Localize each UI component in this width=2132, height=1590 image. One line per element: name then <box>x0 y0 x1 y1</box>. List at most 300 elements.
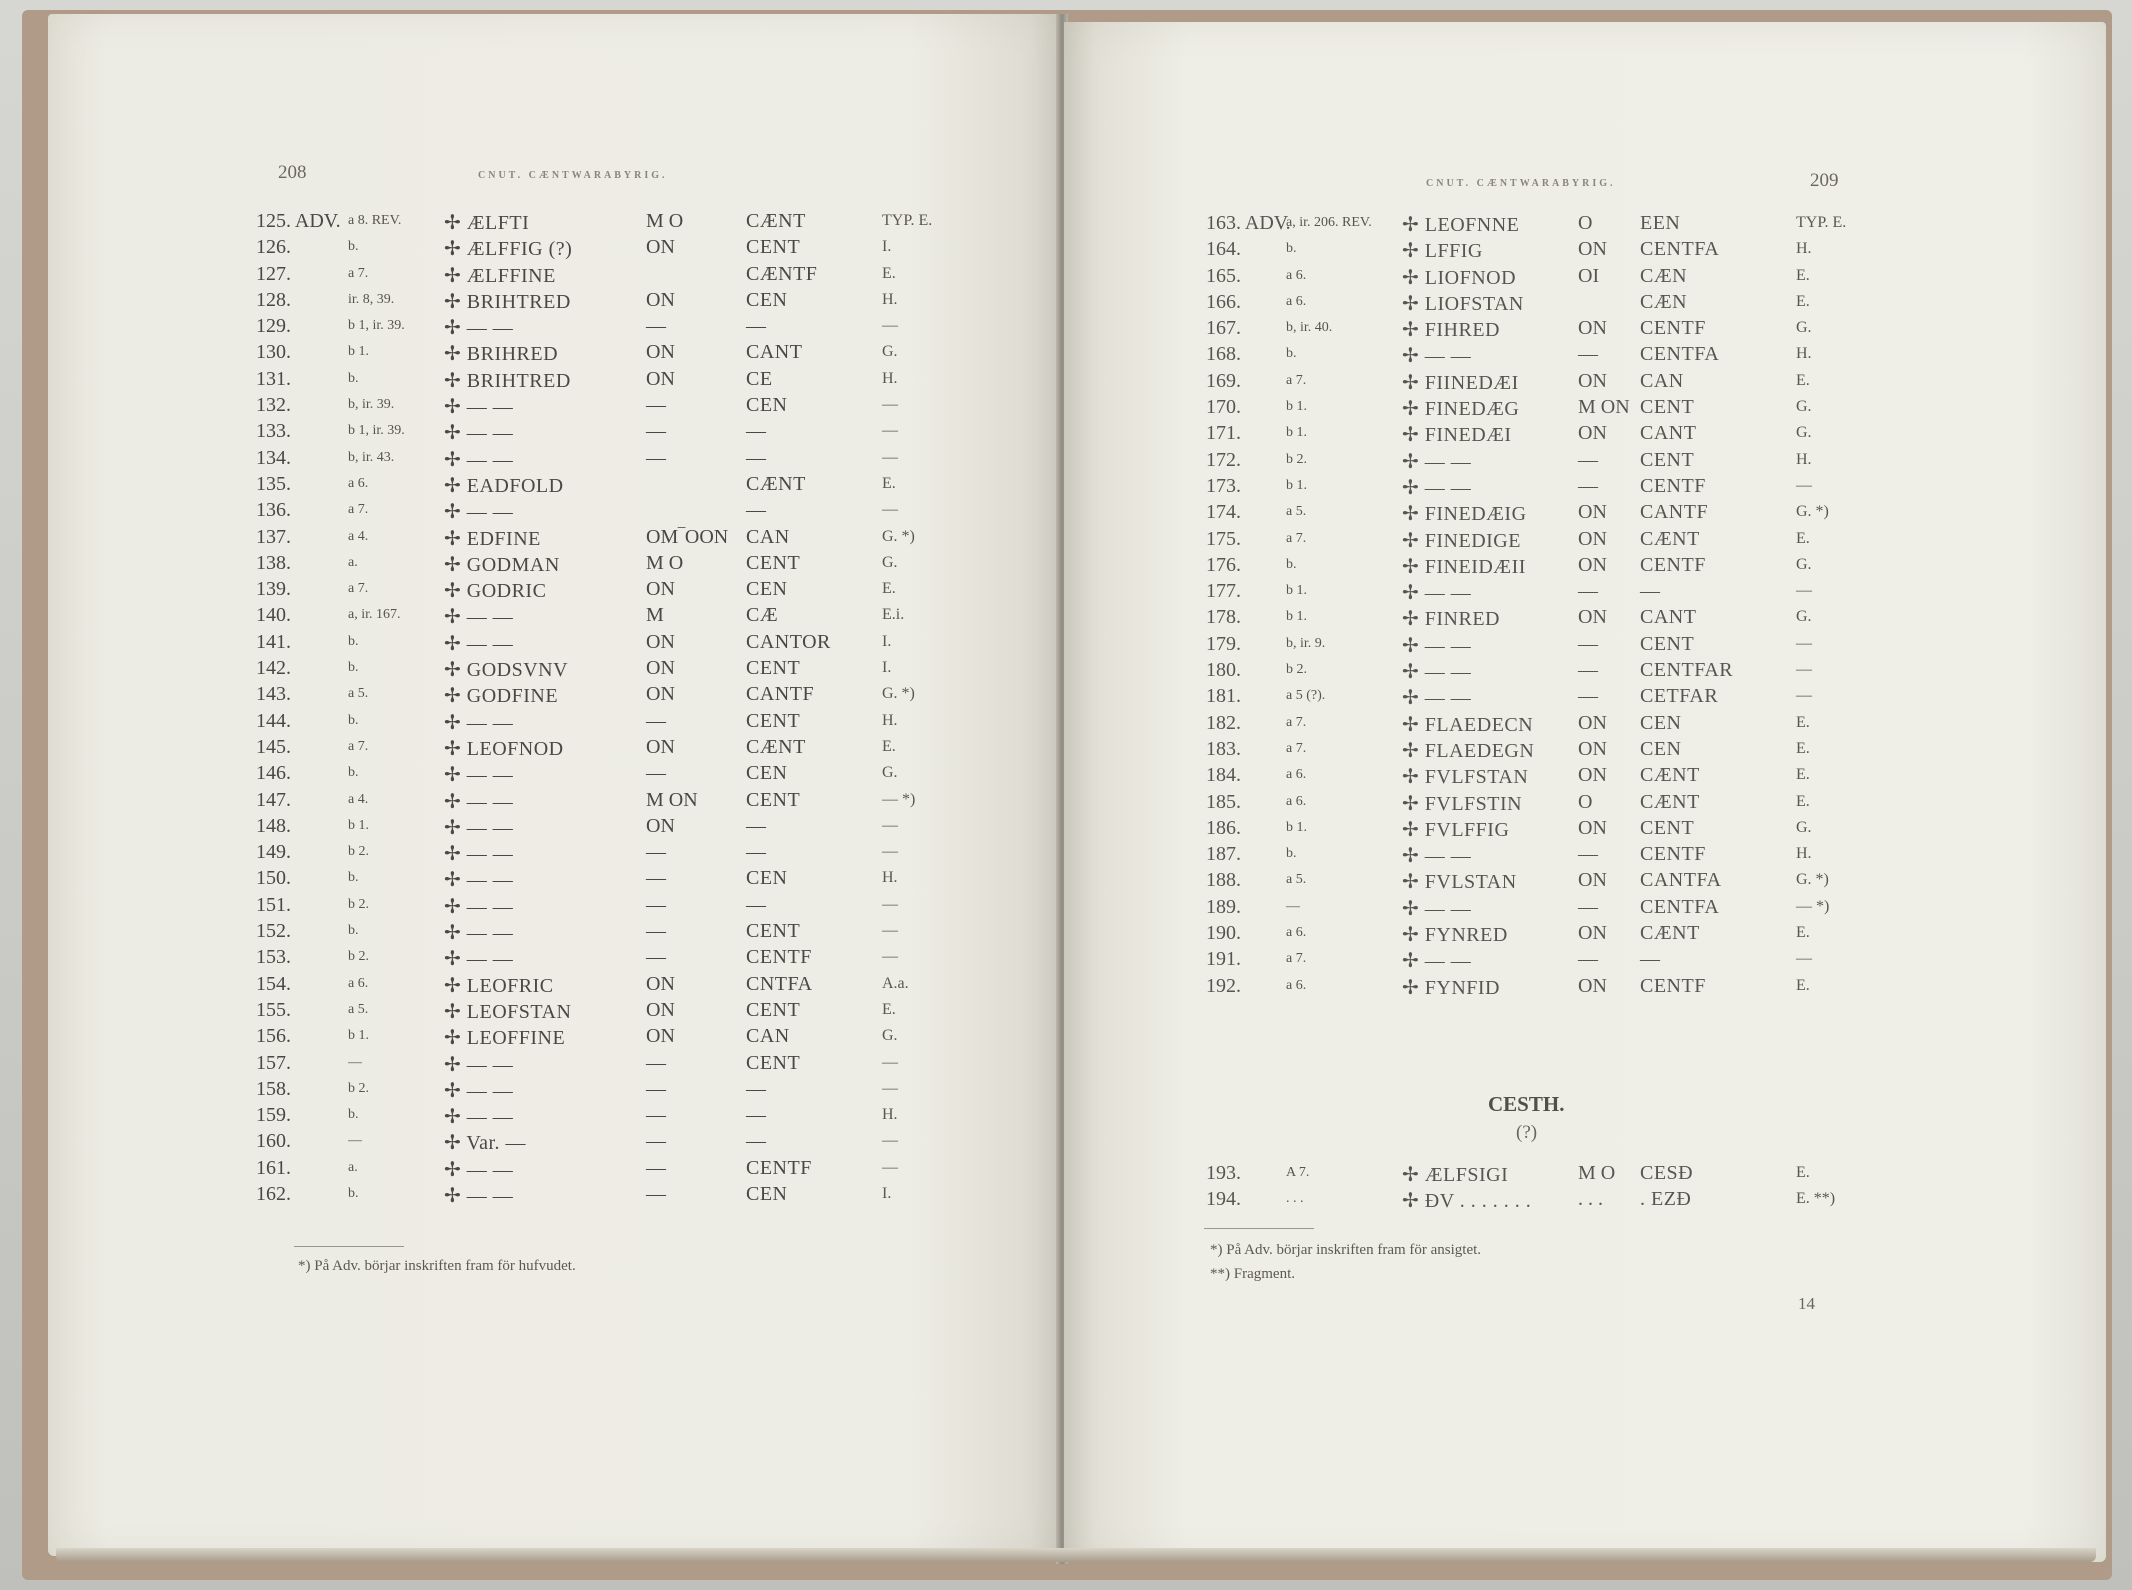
obverse-type: a 8. REV. <box>348 213 402 228</box>
type-class: I. <box>882 632 892 650</box>
reverse-legend: CENT <box>746 788 801 811</box>
entry-number: 148. <box>256 814 291 837</box>
table-row <box>1206 343 2006 369</box>
obverse-type: b 2. <box>348 1080 369 1096</box>
obverse-legend: ✢ — — <box>444 396 514 419</box>
table-row <box>256 552 1016 578</box>
obverse-type: b 1. <box>348 817 369 833</box>
entry-number: 130. <box>256 341 291 364</box>
table-row <box>1206 659 2006 685</box>
entry-number: 181. <box>1206 685 1241 708</box>
obverse-legend: ✢ LEOFNOD <box>444 737 564 760</box>
obverse-legend: ✢ — — <box>1402 845 1472 868</box>
reverse-legend: — <box>746 315 767 338</box>
obverse-legend: ✢ FYNFID <box>1402 976 1500 999</box>
reverse-legend: CNTFA <box>746 972 813 995</box>
obverse-legend: ✢ LEOFFINE <box>444 1027 566 1050</box>
entry-number: 145. <box>256 735 291 758</box>
type-class: G. <box>1796 555 1812 573</box>
moneyer-link: M O <box>646 551 684 574</box>
moneyer-link: ON <box>1578 869 1607 892</box>
entry-number: 141. <box>256 630 291 653</box>
moneyer-link: — <box>646 946 666 969</box>
reverse-legend: CÆNTF <box>746 262 818 285</box>
obverse-legend: ✢ FINRED <box>1402 608 1500 631</box>
type-class: — <box>1796 950 1812 968</box>
entry-number: 166. <box>1206 290 1241 313</box>
obverse-type: ir. 8, 39. <box>348 291 395 307</box>
entry-number: 165. <box>1206 264 1241 287</box>
table-row <box>1206 948 2006 974</box>
entry-number: 153. <box>256 946 291 969</box>
obverse-legend: ✢ LFFIG <box>1402 240 1483 263</box>
moneyer-link: ON <box>646 367 675 390</box>
type-class: G. *) <box>1796 503 1829 521</box>
table-row <box>256 604 1016 630</box>
table-row <box>1206 1188 2006 1214</box>
type-class: I. <box>882 1184 892 1202</box>
obverse-type: a 6. <box>1286 293 1307 309</box>
table-row <box>256 578 1016 604</box>
table-row <box>1206 896 2006 922</box>
obverse-type: b. <box>1286 241 1297 257</box>
reverse-legend: CENTF <box>1640 553 1706 576</box>
type-class: — <box>882 1132 898 1150</box>
entry-number: 169. <box>1206 369 1241 392</box>
moneyer-link: M ON <box>1578 396 1630 419</box>
entry-number: 146. <box>256 762 291 785</box>
entry-number: 179. <box>1206 632 1241 655</box>
obverse-legend: ✢ — — <box>1402 687 1472 710</box>
entry-number: 170. <box>1206 396 1241 419</box>
type-class: — *) <box>882 790 916 808</box>
type-class: — <box>882 317 898 335</box>
entry-number: 125. ADV. <box>256 210 341 232</box>
obverse-type: a 5. <box>348 1001 369 1017</box>
obverse-type: a 6. <box>1286 267 1307 283</box>
moneyer-link: ON <box>1578 238 1607 261</box>
reverse-legend: CÆ <box>746 604 779 627</box>
entry-number: 183. <box>1206 737 1241 760</box>
entry-number: 128. <box>256 288 291 311</box>
obverse-type: b 2. <box>1286 662 1307 678</box>
entry-number: 176. <box>1206 553 1241 576</box>
entry-number: 173. <box>1206 474 1241 497</box>
type-class: G. <box>1796 424 1812 442</box>
type-class: G. <box>882 764 898 782</box>
moneyer-link: ON <box>1578 422 1607 445</box>
table-row <box>256 473 1016 499</box>
entry-number: 151. <box>256 893 291 916</box>
moneyer-link: ON <box>1578 501 1607 524</box>
obverse-legend: ✢ ÆLFFINE <box>444 264 556 287</box>
table-row <box>256 736 1016 762</box>
table-row <box>1206 975 2006 1001</box>
entry-number: 155. <box>256 998 291 1021</box>
reverse-legend: — <box>746 1104 767 1127</box>
entry-number: 162. <box>256 1182 291 1205</box>
moneyer-link: . . . <box>1578 1188 1603 1211</box>
reverse-legend: CESÐ <box>1640 1162 1694 1184</box>
obverse-legend: ✢ GODFINE <box>444 685 559 708</box>
moneyer-link: ON <box>646 236 675 259</box>
type-class: H. <box>882 1106 898 1124</box>
moneyer-link: OI <box>1578 264 1600 287</box>
reverse-legend: CEN <box>746 867 788 890</box>
moneyer-link: ON <box>646 998 675 1021</box>
type-class: E. <box>882 1000 896 1018</box>
obverse-legend: ✢ — — <box>444 869 514 892</box>
reverse-legend: CÆNT <box>1640 922 1700 945</box>
type-class: — <box>882 1158 898 1176</box>
moneyer-link: — <box>646 1182 666 1205</box>
table-row <box>256 1157 1016 1183</box>
type-class: E. <box>882 737 896 755</box>
moneyer-link: ON <box>1578 764 1607 787</box>
right-footnote-1: *) På Adv. börjar inskriften fram för ansigtet. <box>1210 1242 1482 1258</box>
right-page-number: 209 <box>1810 170 1839 191</box>
type-class: A.a. <box>882 974 909 992</box>
table-row <box>1206 791 2006 817</box>
entry-number: 193. <box>1206 1162 1241 1184</box>
reverse-legend: CENT <box>1640 632 1695 655</box>
obverse-legend: ✢ ÆLFTI <box>444 212 530 234</box>
obverse-legend: ✢ FLAEDECN <box>1402 713 1534 736</box>
moneyer-link: ON <box>646 288 675 311</box>
reverse-legend: CEN <box>746 1182 788 1205</box>
reverse-legend: — <box>746 814 767 837</box>
section-subtitle: (?) <box>1516 1122 1538 1143</box>
table-row <box>256 973 1016 999</box>
type-class: H. <box>882 369 898 387</box>
moneyer-link: — <box>1578 843 1598 866</box>
moneyer-link: ON <box>1578 317 1607 340</box>
type-class: — <box>882 843 898 861</box>
obverse-legend: ✢ — — <box>444 764 514 787</box>
obverse-type: b, ir. 39. <box>348 397 395 413</box>
type-class: — <box>1796 582 1812 600</box>
reverse-legend: — <box>746 1130 767 1153</box>
reverse-legend: CEN <box>1640 737 1682 760</box>
moneyer-link: M O <box>1578 1162 1616 1184</box>
moneyer-link: — <box>646 709 666 732</box>
table-row <box>256 710 1016 736</box>
obverse-legend: ✢ — — <box>1402 450 1472 473</box>
moneyer-link: OM‾OON <box>646 525 729 548</box>
reverse-legend: CÆNT <box>1640 790 1700 813</box>
moneyer-link: ON <box>1578 606 1607 629</box>
reverse-legend: CETFAR <box>1640 685 1719 708</box>
obverse-legend: ✢ — — <box>444 895 514 918</box>
page-edges-bottom <box>56 1548 2096 1562</box>
entry-number: 152. <box>256 920 291 943</box>
table-row <box>1206 317 2006 343</box>
obverse-type: a 7. <box>1286 372 1307 388</box>
moneyer-link: ON <box>646 972 675 995</box>
moneyer-link: ON <box>1578 711 1607 734</box>
obverse-type: a 5 (?). <box>1286 688 1326 704</box>
reverse-legend: CANT <box>1640 422 1697 445</box>
obverse-legend: ✢ FINEDIGE <box>1402 529 1521 552</box>
type-class: G. *) <box>882 685 915 703</box>
obverse-type: a 6. <box>348 975 369 991</box>
obverse-legend: ✢ LEOFSTAN <box>444 1000 572 1023</box>
entry-number: 180. <box>1206 659 1241 682</box>
obverse-legend: ✢ LEOFRIC <box>444 974 554 997</box>
moneyer-link: — <box>646 1104 666 1127</box>
right-footnote-rule <box>1204 1228 1314 1229</box>
entry-number: 164. <box>1206 238 1241 261</box>
obverse-legend: ✢ BRIHRED <box>444 343 559 366</box>
table-row <box>1206 1162 2006 1188</box>
type-class: E. <box>1796 792 1810 810</box>
type-class: E. <box>1796 924 1810 942</box>
obverse-type: a 4. <box>348 528 369 544</box>
section-title: CESTH. <box>1488 1092 1565 1116</box>
moneyer-link: ON <box>646 814 675 837</box>
table-row <box>256 420 1016 446</box>
type-class: H. <box>882 711 898 729</box>
table-row <box>256 499 1016 525</box>
type-class: — <box>882 501 898 519</box>
table-row <box>1206 238 2006 264</box>
entry-number: 163. ADV. <box>1206 212 1291 234</box>
moneyer-link: — <box>646 867 666 890</box>
reverse-legend: CÆN <box>1640 290 1688 313</box>
table-row <box>256 394 1016 420</box>
obverse-legend: ✢ — — <box>1402 634 1472 657</box>
obverse-legend: ✢ BRIHTRED <box>444 369 571 392</box>
obverse-type: b 1. <box>1286 583 1307 599</box>
entry-number: 143. <box>256 683 291 706</box>
obverse-type: a 6. <box>1286 977 1307 993</box>
reverse-legend: CANTOR <box>746 630 831 653</box>
signature-mark: 14 <box>1798 1294 1815 1313</box>
reverse-legend: CENTFA <box>1640 238 1720 261</box>
obverse-type: b. <box>348 712 359 728</box>
obverse-legend: ✢ FIHRED <box>1402 319 1500 342</box>
obverse-type: a 4. <box>348 791 369 807</box>
entry-number: 171. <box>1206 422 1241 445</box>
type-class: H. <box>1796 450 1812 468</box>
entry-number: 178. <box>1206 606 1241 629</box>
reverse-legend: CANTF <box>746 683 815 706</box>
reverse-legend: CEN <box>746 578 788 601</box>
obverse-legend: ✢ FVLSTAN <box>1402 871 1517 894</box>
obverse-type: b 1. <box>348 344 369 360</box>
reverse-legend: CENTF <box>1640 474 1706 497</box>
right-page <box>1064 22 2106 1562</box>
moneyer-link: M ON <box>646 788 698 811</box>
table-row <box>256 1078 1016 1104</box>
moneyer-link: — <box>646 394 666 417</box>
table-row <box>256 236 1016 262</box>
entry-number: 138. <box>256 551 291 574</box>
obverse-type: a 7. <box>1286 530 1307 546</box>
moneyer-link: ON <box>646 1025 675 1048</box>
reverse-legend: CEN <box>746 762 788 785</box>
reverse-legend: CENTF <box>746 1156 812 1179</box>
table-row <box>1206 685 2006 711</box>
table-row <box>256 1130 1016 1156</box>
obverse-type: a 6. <box>1286 793 1307 809</box>
reverse-legend: CÆNT <box>1640 764 1700 787</box>
type-class: — <box>882 948 898 966</box>
moneyer-link: ON <box>1578 553 1607 576</box>
entry-number: 131. <box>256 367 291 390</box>
table-row <box>1206 633 2006 659</box>
type-class: — <box>882 448 898 466</box>
obverse-type: a 7. <box>348 581 369 597</box>
table-row <box>1206 212 2006 238</box>
type-class: — <box>882 422 898 440</box>
obverse-legend: ✢ — — <box>444 448 514 471</box>
left-footnote: *) På Adv. börjar inskriften fram för hufvudet. <box>298 1258 576 1274</box>
entry-number: 187. <box>1206 843 1241 866</box>
table-row <box>1206 606 2006 632</box>
moneyer-link: — <box>646 1130 666 1153</box>
type-class: G. <box>882 553 898 571</box>
table-row <box>256 841 1016 867</box>
reverse-legend: CEN <box>1640 711 1682 734</box>
obverse-legend: ✢ FINEDÆI <box>1402 424 1512 447</box>
entry-number: 182. <box>1206 711 1241 734</box>
type-class: G. <box>1796 398 1812 416</box>
type-class: H. <box>882 290 898 308</box>
reverse-legend: CANTFA <box>1640 869 1722 892</box>
left-page-number: 208 <box>278 162 307 183</box>
type-class: H. <box>882 869 898 887</box>
table-row <box>256 1025 1016 1051</box>
obverse-legend: ✢ Var. — <box>444 1132 527 1155</box>
obverse-legend: ✢ — — <box>444 790 514 813</box>
moneyer-link: — <box>1578 685 1598 708</box>
type-class: H. <box>1796 345 1812 363</box>
table-row <box>256 263 1016 289</box>
type-class: E. **) <box>1796 1190 1836 1208</box>
type-class: E. <box>882 264 896 282</box>
type-class: E. <box>1796 713 1810 731</box>
obverse-type: . . . <box>1286 1191 1304 1207</box>
obverse-legend: ✢ GODSVNV <box>444 659 569 682</box>
type-class: — <box>882 922 898 940</box>
obverse-legend: ✢ EADFOLD <box>444 474 564 497</box>
reverse-legend: CEN <box>746 288 788 311</box>
obverse-type: b. <box>348 239 359 255</box>
moneyer-link: ON <box>1578 737 1607 760</box>
moneyer-link: ON <box>646 735 675 758</box>
obverse-type: b. <box>1286 846 1297 862</box>
type-class: — <box>882 1079 898 1097</box>
reverse-legend: CE <box>746 367 773 390</box>
moneyer-link: ON <box>1578 527 1607 550</box>
table-row <box>1206 370 2006 396</box>
entry-number: 157. <box>256 1051 291 1074</box>
reverse-legend: — <box>746 446 767 469</box>
type-class: H. <box>1796 240 1812 258</box>
type-class: E. <box>1796 371 1810 389</box>
type-class: E. <box>1796 292 1810 310</box>
table-row <box>1206 580 2006 606</box>
obverse-type: b. <box>348 633 359 649</box>
moneyer-link: — <box>646 893 666 916</box>
reverse-legend: CENT <box>1640 448 1695 471</box>
entry-number: 137. <box>256 525 291 548</box>
entry-number: 135. <box>256 472 291 495</box>
obverse-type: a 5. <box>348 686 369 702</box>
type-class: E. <box>1796 1164 1810 1181</box>
obverse-legend: ✢ LEOFNNE <box>1402 214 1520 236</box>
type-class: H. <box>1796 845 1812 863</box>
left-page <box>48 14 1060 1556</box>
entry-number: 136. <box>256 499 291 522</box>
entry-number: 186. <box>1206 816 1241 839</box>
type-class: G. <box>882 343 898 361</box>
reverse-legend: CEN <box>746 394 788 417</box>
table-row <box>1206 817 2006 843</box>
moneyer-link: — <box>1578 474 1598 497</box>
obverse-legend: ✢ — — <box>1402 950 1472 973</box>
table-row <box>1206 422 2006 448</box>
obverse-type: — <box>1286 898 1300 914</box>
moneyer-link: — <box>646 920 666 943</box>
obverse-type: b. <box>348 1107 359 1123</box>
table-row <box>1206 738 2006 764</box>
obverse-legend: ✢ — — <box>1402 476 1472 499</box>
moneyer-link: — <box>1578 343 1598 366</box>
table-row <box>256 315 1016 341</box>
reverse-legend: — <box>746 420 767 443</box>
entry-number: 134. <box>256 446 291 469</box>
obverse-legend: ✢ — — <box>1402 345 1472 368</box>
moneyer-link: O <box>1578 790 1593 813</box>
obverse-legend: ✢ — — <box>444 948 514 971</box>
obverse-type: b 1. <box>1286 425 1307 441</box>
reverse-legend: CENTF <box>1640 974 1706 997</box>
obverse-type: — <box>348 1054 362 1070</box>
obverse-type: b 2. <box>348 844 369 860</box>
obverse-legend: ✢ — — <box>444 816 514 839</box>
entry-number: 154. <box>256 972 291 995</box>
table-row <box>256 894 1016 920</box>
moneyer-link: ON <box>646 341 675 364</box>
table-row <box>256 657 1016 683</box>
section-coin-table <box>1206 1162 2006 1215</box>
type-class: E. <box>882 580 896 598</box>
reverse-legend: CENT <box>746 920 801 943</box>
entry-number: 127. <box>256 262 291 285</box>
obverse-type: a 5. <box>1286 504 1307 520</box>
obverse-legend: ✢ — — <box>444 1184 514 1207</box>
entry-number: 161. <box>256 1156 291 1179</box>
type-class: G. *) <box>882 527 915 545</box>
table-row <box>1206 475 2006 501</box>
moneyer-link: ON <box>1578 816 1607 839</box>
entry-number: 149. <box>256 841 291 864</box>
obverse-type: b 2. <box>1286 451 1307 467</box>
obverse-legend: ✢ — — <box>444 922 514 945</box>
table-row <box>1206 554 2006 580</box>
obverse-type: b. <box>1286 346 1297 362</box>
type-class: — <box>1796 476 1812 494</box>
obverse-legend: ✢ — — <box>444 1079 514 1102</box>
reverse-legend: CENT <box>746 657 801 680</box>
obverse-legend: ✢ FLAEDEGN <box>1402 739 1535 762</box>
moneyer-link: O <box>1578 212 1593 234</box>
entry-number: 168. <box>1206 343 1241 366</box>
obverse-type: a 7. <box>348 502 369 518</box>
obverse-legend: ✢ FINEIDÆII <box>1402 555 1526 578</box>
